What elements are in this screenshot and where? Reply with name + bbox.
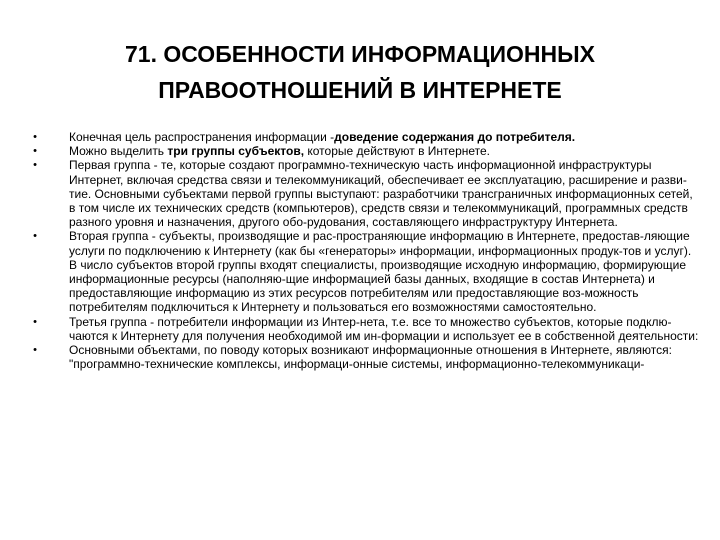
slide-title-line-1: 71. ОСОБЕННОСТИ ИНФОРМАЦИОННЫХ xyxy=(125,41,595,67)
slide-title xyxy=(40,36,680,108)
item-text: Конечная цель распространения информации - xyxy=(69,130,335,144)
item-text: Первая группа - те, которые создают программно-техническую часть информационной инфраструктуры Интернет, включая средства связи и телекоммуникаций, обеспечивает ее эксплуатацию, расширение и разви-тие. Основными субъектами первой группы выступают: разработчики трансграничных информационных сетей, в том числе их технических средств (компьютеров), средств связи и телекоммуникаций, программных средств разного уровня и назначения, другого обо-рудования, составляющего инфраструктуру Интернета. xyxy=(69,158,693,230)
bullet-icon: • xyxy=(33,145,37,158)
item-emphasis: доведение содержания до потребителя. xyxy=(334,130,576,144)
bullet-icon: • xyxy=(33,344,37,357)
item-text: Основными объектами, по поводу которых возникают информационные отношения в Интернете, являются: "программно-технические комплексы, информаци-онные системы, информационно-телекоммуникаци- xyxy=(69,343,672,372)
item-text: Вторая группа - субъекты, производящие и рас-пространяющие информацию в Интернете, предостав-ляющие услуги по подключению к Интернету (как бы «генераторы» информации, информационных продук-тов и услуг). В число субъектов второй группы входят специалисты, производящие исходную информацию, формирующие информационные ресурсы (наполняю-щие информацией базы данных, входящие в состав Интернета) и предоставляющие информацию из этих ресурсов потребителям или предоставляющие воз-можность потребителям подключиться к Интернету и пользоваться его возможностями самостоятельно. xyxy=(69,229,692,315)
slide-title-line-2: ПРАВООТНОШЕНИЙ В ИНТЕРНЕТЕ xyxy=(158,77,562,103)
list-item xyxy=(29,130,701,144)
item-emphasis: три группы субъектов, xyxy=(167,144,305,159)
item-text: Можно выделить xyxy=(69,144,168,159)
list-item xyxy=(29,315,701,343)
bullet-icon: • xyxy=(33,230,37,243)
list-item xyxy=(29,158,701,229)
list-item xyxy=(29,229,701,314)
bullet-icon: • xyxy=(33,315,37,328)
item-text-after: которые действуют в Интернете. xyxy=(304,144,491,159)
item-text: Третья группа - потребители информации из Интер-нета, т.е. все то множество субъектов, которые подклю-чаются к Интернету для получения необходимой им ин-формации и использует ее в собственной деятельности: xyxy=(69,314,699,343)
bullet-icon: • xyxy=(33,131,37,143)
bullet-icon: • xyxy=(33,159,37,172)
list-item xyxy=(29,144,701,158)
list-item xyxy=(29,343,701,371)
bullet-list xyxy=(29,130,701,371)
